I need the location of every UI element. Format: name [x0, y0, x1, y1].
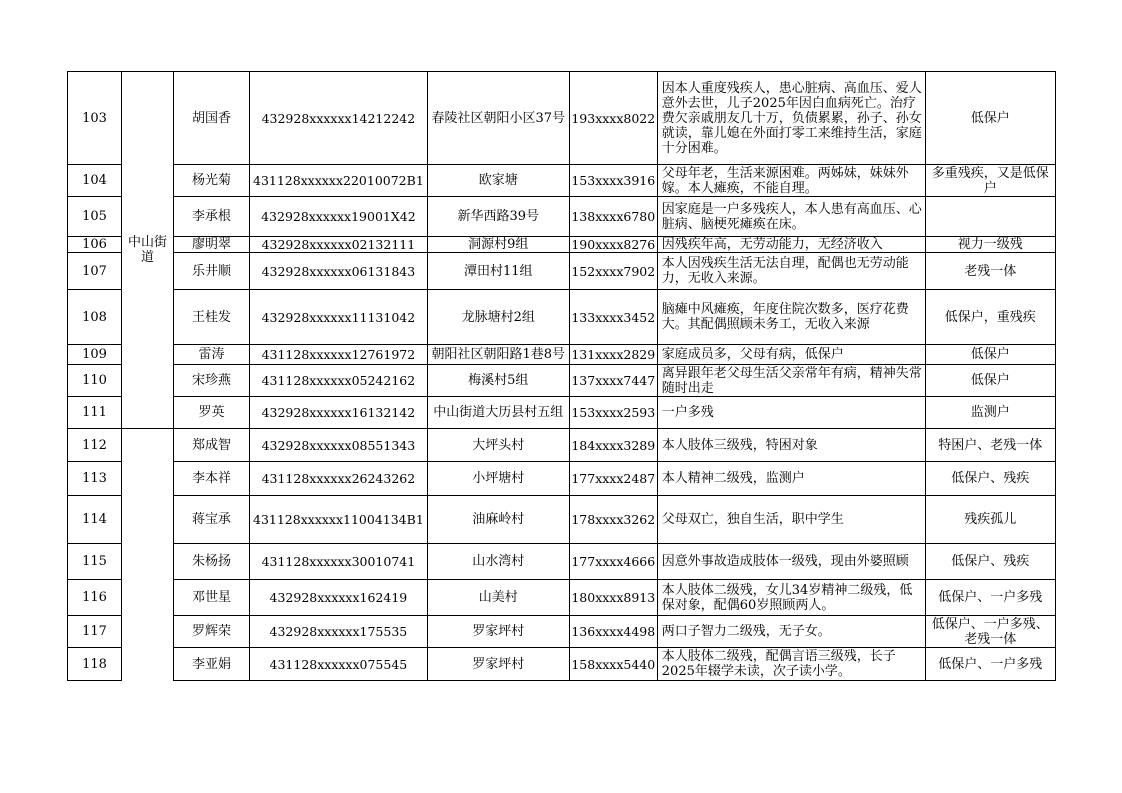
situation-description: 离异跟年老父母生活父亲常年有病，精神失常随时出走	[657, 365, 925, 397]
id-number: 432928xxxxxx175535	[250, 616, 428, 648]
situation-description: 因残疾年高，无劳动能力，无经济收入	[657, 237, 925, 253]
table-row	[68, 237, 1056, 253]
person-name: 李本祥	[174, 462, 250, 496]
category: 低保户，重残疾	[925, 290, 1055, 345]
phone-number: 177xxxx4666	[569, 544, 657, 580]
situation-description: 一户多残	[657, 397, 925, 429]
phone-number: 131xxxx2829	[569, 345, 657, 365]
table-row	[68, 496, 1056, 544]
street-name: 中山街道	[122, 72, 174, 429]
id-number: 431128xxxxxx11004134B1	[250, 496, 428, 544]
assistance-table	[67, 71, 1056, 681]
table-row	[68, 429, 1056, 462]
id-number: 431128xxxxxx30010741	[250, 544, 428, 580]
row-number: 109	[68, 345, 122, 365]
phone-number: 138xxxx6780	[569, 197, 657, 237]
address: 潭田村11组	[427, 253, 569, 290]
situation-description: 因本人重度残疾人，患心脏病、高血压、爱人意外去世，儿子2025年因白血病死亡。治疗费欠亲戚朋友几十万，负债累累，孙子、孙女就读，靠儿媳在外面打零工来维持生活，家庭十分困难。	[657, 72, 925, 165]
person-name: 罗辉荣	[174, 616, 250, 648]
phone-number: 137xxxx7447	[569, 365, 657, 397]
situation-description: 因家庭是一户多残疾人，本人患有高血压、心脏病、脑梗死瘫痪在床。	[657, 197, 925, 237]
row-number: 106	[68, 237, 122, 253]
phone-number: 177xxxx2487	[569, 462, 657, 496]
row-number: 103	[68, 72, 122, 165]
table-row	[68, 197, 1056, 237]
situation-description: 本人精神二级残，监测户	[657, 462, 925, 496]
table-row	[68, 345, 1056, 365]
table-row	[68, 253, 1056, 290]
phone-number: 190xxxx8276	[569, 237, 657, 253]
row-number: 108	[68, 290, 122, 345]
row-number: 104	[68, 165, 122, 197]
phone-number: 136xxxx4498	[569, 616, 657, 648]
category: 特困户、老残一体	[925, 429, 1055, 462]
phone-number: 133xxxx3452	[569, 290, 657, 345]
person-name: 王桂发	[174, 290, 250, 345]
person-name: 罗英	[174, 397, 250, 429]
address: 罗家坪村	[427, 616, 569, 648]
id-number: 431128xxxxxx05242162	[250, 365, 428, 397]
situation-description: 本人肢体二级残，配偶言语三级残，长子2025年辍学未读，次子读小学。	[657, 648, 925, 681]
situation-description: 父母年老，生活来源困难。两姊妹，妹妹外嫁。本人瘫痪，不能自理。	[657, 165, 925, 197]
phone-number: 158xxxx5440	[569, 648, 657, 681]
table-row	[68, 648, 1056, 681]
category: 低保户、残疾	[925, 462, 1055, 496]
category	[925, 197, 1055, 237]
category: 低保户、一户多残、老残一体	[925, 616, 1055, 648]
id-number: 432928xxxxxx08551343	[250, 429, 428, 462]
situation-description: 父母双亡，独自生活，职中学生	[657, 496, 925, 544]
category: 低保户	[925, 72, 1055, 165]
table-row	[68, 365, 1056, 397]
category: 多重残疾，又是低保户	[925, 165, 1055, 197]
row-number: 117	[68, 616, 122, 648]
situation-description: 脑瘫中风瘫痪，年度住院次数多，医疗花费大。其配偶照顾未务工，无收入来源	[657, 290, 925, 345]
person-name: 宋珍燕	[174, 365, 250, 397]
row-number: 111	[68, 397, 122, 429]
phone-number: 178xxxx3262	[569, 496, 657, 544]
table-row	[68, 397, 1056, 429]
person-name: 李亚娟	[174, 648, 250, 681]
address: 梅溪村5组	[427, 365, 569, 397]
address: 春陵社区朝阳小区37号	[427, 72, 569, 165]
address: 山水湾村	[427, 544, 569, 580]
id-number: 432928xxxxxx11131042	[250, 290, 428, 345]
row-number: 110	[68, 365, 122, 397]
category: 低保户、一户多残	[925, 580, 1055, 616]
person-name: 朱杨扬	[174, 544, 250, 580]
id-number: 432928xxxxxx162419	[250, 580, 428, 616]
address: 罗家坪村	[427, 648, 569, 681]
address: 朝阳社区朝阳路1巷8号	[427, 345, 569, 365]
table-row	[68, 290, 1056, 345]
row-number: 105	[68, 197, 122, 237]
address: 龙脉塘村2组	[427, 290, 569, 345]
situation-description: 本人因残疾生活无法自理，配偶也无劳动能力，无收入来源。	[657, 253, 925, 290]
phone-number: 180xxxx8913	[569, 580, 657, 616]
id-number: 432928xxxxxx14212242	[250, 72, 428, 165]
row-number: 118	[68, 648, 122, 681]
address: 小坪塘村	[427, 462, 569, 496]
row-number: 112	[68, 429, 122, 462]
id-number: 432928xxxxxx19001X42	[250, 197, 428, 237]
id-number: 431128xxxxxx075545	[250, 648, 428, 681]
id-number: 432928xxxxxx02132111	[250, 237, 428, 253]
category: 老残一体	[925, 253, 1055, 290]
situation-description: 本人肢体三级残，特困对象	[657, 429, 925, 462]
id-number: 431128xxxxxx26243262	[250, 462, 428, 496]
person-name: 郑成智	[174, 429, 250, 462]
person-name: 邓世星	[174, 580, 250, 616]
id-number: 432928xxxxxx16132142	[250, 397, 428, 429]
empty-street-cell	[122, 429, 174, 681]
person-name: 雷涛	[174, 345, 250, 365]
person-name: 杨光菊	[174, 165, 250, 197]
address: 山美村	[427, 580, 569, 616]
table-row	[68, 544, 1056, 580]
id-number: 431128xxxxxx22010072B1	[250, 165, 428, 197]
situation-description: 两口子智力二级残，无子女。	[657, 616, 925, 648]
phone-number: 153xxxx3916	[569, 165, 657, 197]
address: 油麻岭村	[427, 496, 569, 544]
category: 低保户	[925, 345, 1055, 365]
situation-description: 家庭成员多，父母有病，低保户	[657, 345, 925, 365]
category: 监测户	[925, 397, 1055, 429]
id-number: 431128xxxxxx12761972	[250, 345, 428, 365]
situation-description: 本人肢体二级残，女儿34岁精神二级残，低保对象，配偶60岁照顾两人。	[657, 580, 925, 616]
person-name: 廖明翠	[174, 237, 250, 253]
table-row	[68, 580, 1056, 616]
row-number: 116	[68, 580, 122, 616]
phone-number: 152xxxx7902	[569, 253, 657, 290]
person-name: 胡国香	[174, 72, 250, 165]
row-number: 113	[68, 462, 122, 496]
row-number: 114	[68, 496, 122, 544]
table-row	[68, 462, 1056, 496]
address: 欧家塘	[427, 165, 569, 197]
category: 低保户、一户多残	[925, 648, 1055, 681]
address: 新华西路39号	[427, 197, 569, 237]
phone-number: 184xxxx3289	[569, 429, 657, 462]
situation-description: 因意外事故造成肢体一级残，现由外婆照顾	[657, 544, 925, 580]
category: 视力一级残	[925, 237, 1055, 253]
table-row	[68, 165, 1056, 197]
category: 低保户、残疾	[925, 544, 1055, 580]
address: 中山街道大历县村五组	[427, 397, 569, 429]
category: 低保户	[925, 365, 1055, 397]
address: 大坪头村	[427, 429, 569, 462]
address: 洞源村9组	[427, 237, 569, 253]
category: 残疾孤儿	[925, 496, 1055, 544]
person-name: 乐井顺	[174, 253, 250, 290]
phone-number: 153xxxx2593	[569, 397, 657, 429]
table-row	[68, 72, 1056, 165]
person-name: 蒋宝承	[174, 496, 250, 544]
person-name: 李承根	[174, 197, 250, 237]
table-row	[68, 616, 1056, 648]
row-number: 115	[68, 544, 122, 580]
phone-number: 193xxxx8022	[569, 72, 657, 165]
id-number: 432928xxxxxx06131843	[250, 253, 428, 290]
row-number: 107	[68, 253, 122, 290]
